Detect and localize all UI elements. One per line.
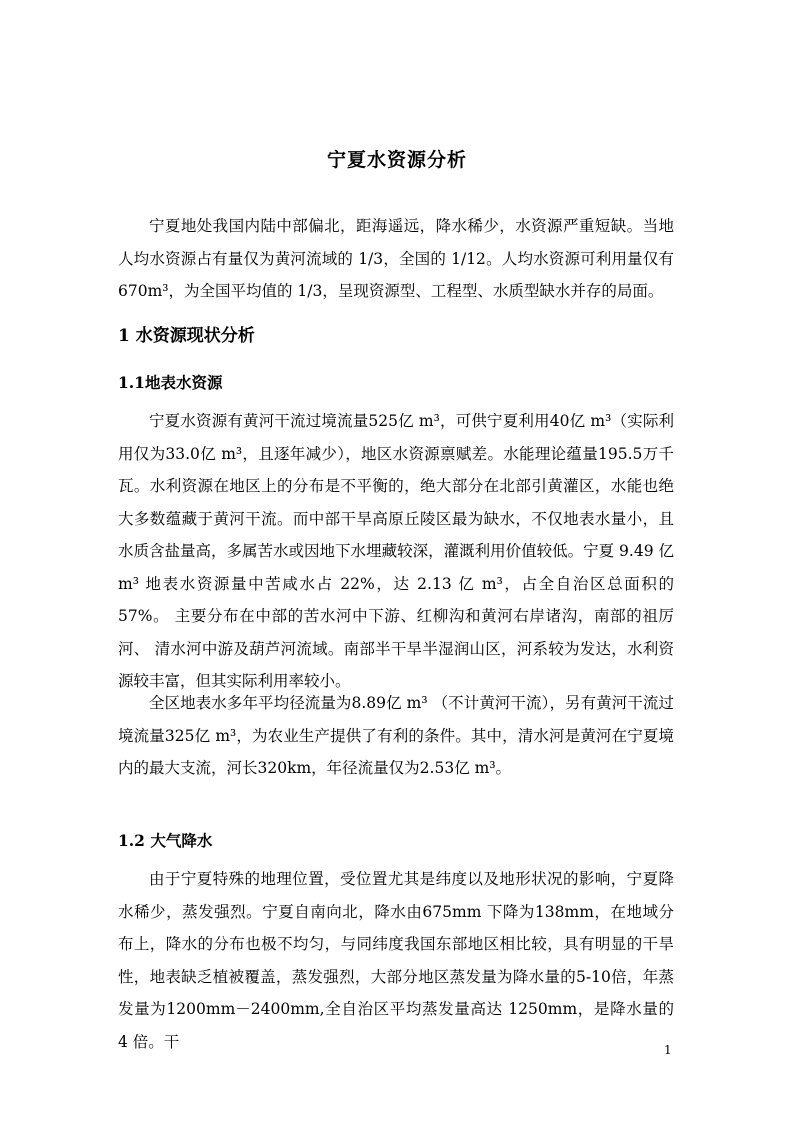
- section-1-1-paragraph-1: 宁夏水资源有黄河干流过境流量525亿 m³，可供宁夏利用40亿 m³（实际利用仅为33.0亿 m³，且逐年减少），地区水资源禀赋差。水能理论蕴量195.5万千瓦。水利资源在地区上的分布是不平衡的，绝大部分在北部引黄灌区，水能也绝大多数蕴藏于黄河干流。而中部干旱高原丘陵区最为缺水，不仅地表水量小，且水质含盐量高，多属苦水或因地下水埋藏较深，灌溉利用价值较低。宁夏 9.49 亿 m³ 地表水资源量中苦咸水占 22%，达 2.13 亿 m³，占全自治区总面积的 57%。 主要分布在中部的苦水河中下游、红柳沟和黄河右岸诸沟，南部的祖厉河、 清水河中游及葫芦河流域。南部半干旱半湿润山区，河系较为发达，水利资源较丰富，但其实际利用率较小。: [118, 412, 674, 690]
- section-1-1-heading: 1.1地表水资源: [118, 373, 223, 392]
- page-number: 1: [664, 1043, 672, 1057]
- section-1-2-heading: 1.2 大气降水: [118, 831, 213, 850]
- section-1-2-paragraph-1: 由于宁夏特殊的地理位置，受位置尤其是纬度以及地形状况的影响，宁夏降水稀少，蒸发强烈。宁夏自南向北，降水由675mm 下降为138mm，在地域分布上，降水的分布也极不均匀，与同纬度我国东部地区相比较，具有明显的干旱性，地表缺乏植被覆盖，蒸发强烈，大部分地区蒸发量为降水量的5-10倍，年蒸发量为1200mm－2400mm,全自治区平均蒸发量高达 1250mm，是降水量的 4 倍。干: [118, 870, 674, 1051]
- document-title: 宁夏水资源分析: [326, 149, 467, 171]
- intro-paragraph: 宁夏地处我国内陆中部偏北，距海遥远，降水稀少，水资源严重短缺。当地人均水资源占有量仅为黄河流域的 1/3，全国的 1/12。人均水资源可利用量仅有 670m³，为全国平均值的 1/3，呈现资源型、工程型、水质型缺水并存的局面。: [118, 217, 674, 300]
- section-1-heading: 1 水资源现状分析: [118, 326, 255, 346]
- section-1-1-paragraph-2: 全区地表水多年平均径流量为8.89亿 m³ （不计黄河干流），另有黄河干流过境流量325亿 m³，为农业生产提供了有利的条件。其中，清水河是黄河在宁夏境内的最大支流，河长320km，年径流量仅为2.53亿 m³。: [118, 694, 674, 777]
